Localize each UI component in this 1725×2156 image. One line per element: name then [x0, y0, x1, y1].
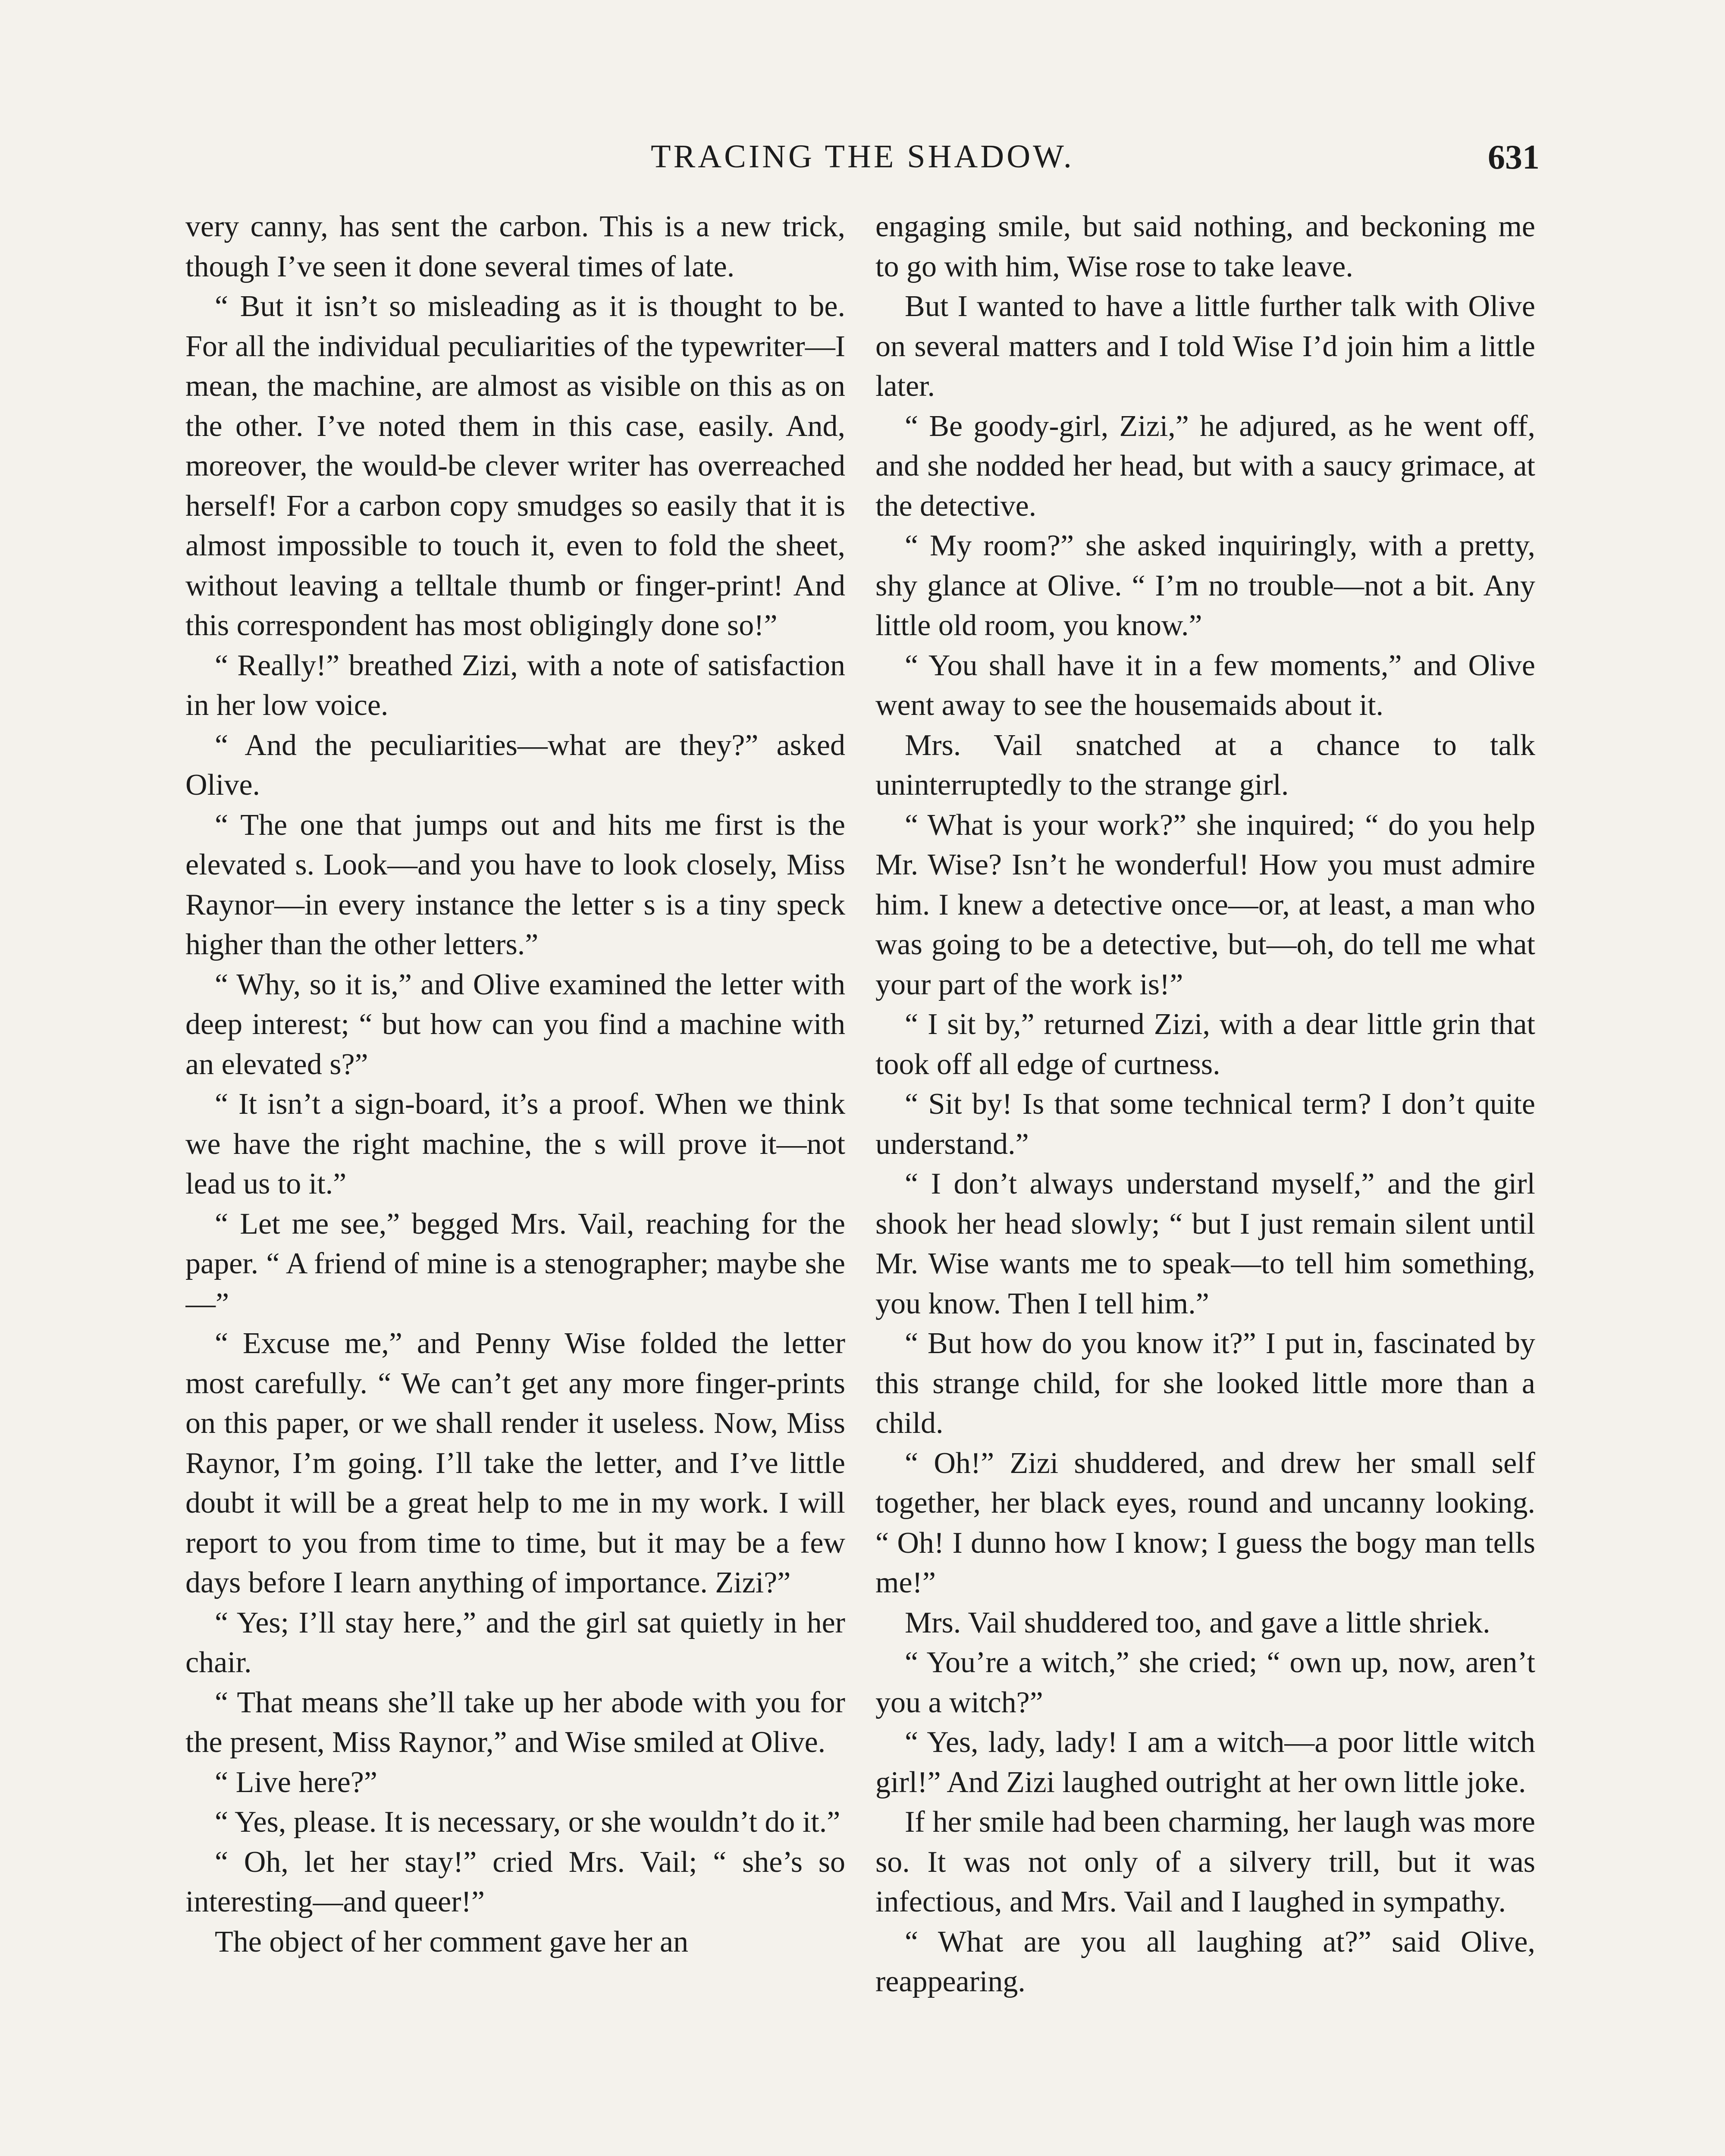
paragraph: “ It isn’t a sign-board, it’s a proof. When we think we have the right machine, the s will prove it—not lead us to it.”	[185, 1087, 845, 1200]
paragraph: “ And the peculiarities—what are they?” asked Olive.	[185, 728, 845, 802]
paragraph: “ What are you all laughing at?” said Olive, reappearing.	[875, 1925, 1535, 1998]
paragraph: engaging smile, but said nothing, and beckoning me to go with him, Wise rose to take leave.	[875, 210, 1535, 283]
left-column	[185, 207, 845, 2156]
paragraph: “ Live here?”	[215, 1765, 377, 1799]
paragraph: “ Sit by! Is that some technical term? I don’t quite understand.”	[875, 1087, 1535, 1161]
paragraph: “ But how do you know it?” I put in, fascinated by this strange child, for she looked little more than a child.	[875, 1327, 1535, 1440]
paragraph: But I wanted to have a little further talk with Olive on several matters and I told Wise I’d join him a little later.	[875, 290, 1535, 403]
paragraph: “ What is your work?” she inquired; “ do you help Mr. Wise? Isn’t he wonderful! How you must admire him. I knew a detective once—or, at least, a man who was going to be a detective, but—oh, do tell me what your part of the work is!”	[875, 808, 1535, 1001]
paragraph: “ I don’t always understand myself,” and the girl shook her head slowly; “ but I just remain silent until Mr. Wise wants me to speak—to tell him something, you know. Then I tell him.”	[875, 1167, 1535, 1320]
paragraph: “ You shall have it in a few moments,” and Olive went away to see the housemaids about it.	[875, 649, 1535, 722]
page-header	[185, 129, 1540, 190]
paragraph: “ Really!” breathed Zizi, with a note of satisfaction in her low voice.	[185, 649, 845, 722]
paragraph: “ Why, so it is,” and Olive examined the letter with deep interest; “ but how can you find a machine with an elevated s?”	[185, 968, 845, 1081]
paragraph: “ But it isn’t so misleading as it is thought to be. For all the individual peculiarities of the typewriter—I mean, the machine, are almost as visible on this as on the other. I’ve noted them in this case, easily. And, moreover, the would-be clever writer has overreached herself! For a carbon copy smudges so easily that it is almost impossible to touch it, even to fold the sheet, without leaving a telltale thumb or finger-print! And this correspondent has most obligingly done so!”	[185, 290, 845, 642]
paragraph: “ Yes, lady, lady! I am a witch—a poor little witch girl!” And Zizi laughed outright at her own little joke.	[875, 1726, 1535, 1799]
paragraph: very canny, has sent the carbon. This is a new trick, though I’ve seen it done several times of late.	[185, 210, 845, 283]
paragraph: “ My room?” she asked inquiringly, with a pretty, shy glance at Olive. “ I’m no trouble—not a bit. Any little old room, you know.”	[875, 529, 1535, 642]
paragraph: “ That means she’ll take up her abode with you for the present, Miss Raynor,” and Wise smiled at Olive.	[185, 1686, 845, 1759]
paragraph: “ You’re a witch,” she cried; “ own up, now, aren’t you a witch?”	[875, 1646, 1535, 1719]
paragraph: “ I sit by,” returned Zizi, with a dear little grin that took off all edge of curtness.	[875, 1008, 1535, 1081]
paragraph: “ Yes; I’ll stay here,” and the girl sat quietly in her chair.	[185, 1606, 845, 1679]
paragraph: Mrs. Vail shuddered too, and gave a little shriek.	[905, 1606, 1490, 1639]
paragraph: “ The one that jumps out and hits me first is the elevated s. Look—and you have to look closely, Miss Raynor—in every instance the letter s is a tiny speck higher than the other letters.”	[185, 808, 845, 961]
paragraph: Mrs. Vail snatched at a chance to talk uninterruptedly to the strange girl.	[875, 728, 1535, 802]
paragraph: “ Oh!” Zizi shuddered, and drew her small self together, her black eyes, round and uncanny looking. “ Oh! I dunno how I know; I guess the bogy man tells me!”	[875, 1446, 1535, 1599]
paragraph: “ Oh, let her stay!” cried Mrs. Vail; “ she’s so interesting—and queer!”	[185, 1845, 845, 1918]
paragraph: “ Be goody-girl, Zizi,” he adjured, as he went off, and she nodded her head, but with a saucy grimace, at the detective.	[875, 409, 1535, 523]
page-number: 631	[1488, 138, 1540, 176]
paragraph: “ Yes, please. It is necessary, or she wouldn’t do it.”	[215, 1805, 841, 1839]
paragraph: The object of her comment gave her an	[215, 1925, 689, 1959]
paragraph: “ Let me see,” begged Mrs. Vail, reaching for the paper. “ A friend of mine is a stenographer; maybe she—”	[185, 1207, 845, 1320]
right-column	[875, 207, 1535, 2156]
running-title: TRACING THE SHADOW.	[651, 138, 1074, 175]
paragraph: “ Excuse me,” and Penny Wise folded the letter most carefully. “ We can’t get any more finger-prints on this paper, or we shall render it useless. Now, Miss Raynor, I’m going. I’ll take the letter, and I’ve little doubt it will be a great help to me in my work. I will report to you from time to time, but it may be a few days before I learn anything of importance. Zizi?”	[185, 1327, 845, 1599]
paragraph: If her smile had been charming, her laugh was more so. It was not only of a silvery trill, but it was infectious, and Mrs. Vail and I laughed in sympathy.	[875, 1805, 1535, 1918]
